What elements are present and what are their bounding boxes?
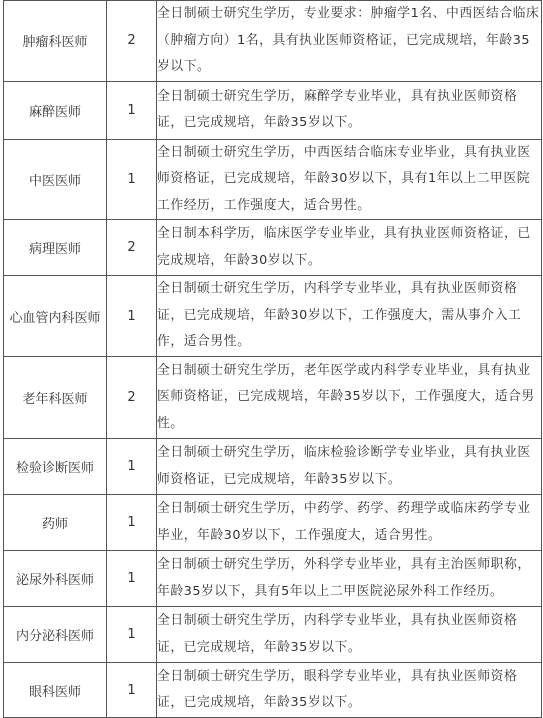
position-cell: 病理医师: [4, 220, 107, 276]
requirement-cell: 全日制硕士研究生学历，外科学专业毕业，具有主治医师职称，年龄35岁以下，具有5年以上二甲医院泌尿外科工作经历。: [157, 551, 542, 607]
headcount-cell: 2: [107, 220, 157, 276]
requirement-cell: 全日制硕士研究生学历，老年医学或内科学专业毕业，具有执业医师资格证，已完成规培，年龄35岁以下，工作强度大，适合男性。: [157, 357, 542, 439]
requirement-cell: 全日制硕士研究生学历，内科学专业毕业，具有执业医师资格证，已完成规培，年龄35岁以下。: [157, 607, 542, 663]
position-cell: 药师: [4, 495, 107, 551]
table-row: [4, 663, 542, 718]
table-row: [4, 220, 542, 276]
position-cell: 眼科医师: [4, 663, 107, 718]
requirement-cell: 全日制硕士研究生学历，专业要求：肿瘤学1名、中西医结合临床（肿瘤方向）1名，具有执业医师资格证，已完成规培，年龄35岁以下。: [157, 1, 542, 82]
table-row: [4, 139, 542, 220]
headcount-cell: 2: [107, 357, 157, 439]
table-row: [4, 357, 542, 439]
headcount-cell: 1: [107, 139, 157, 220]
headcount-cell: 1: [107, 607, 157, 663]
headcount-cell: 2: [107, 1, 157, 82]
position-cell: 检验诊断医师: [4, 439, 107, 495]
table-row: [4, 551, 542, 607]
headcount-cell: 1: [107, 495, 157, 551]
position-cell: 心血管内科医师: [4, 276, 107, 357]
table-row: [4, 495, 542, 551]
headcount-cell: 1: [107, 439, 157, 495]
requirement-cell: 全日制硕士研究生学历，中药学、药学、药理学或临床药学专业毕业，年龄30岁以下，工作强度大，适合男性。: [157, 495, 542, 551]
position-cell: 内分泌科医师: [4, 607, 107, 663]
headcount-cell: 1: [107, 276, 157, 357]
position-cell: 中医医师: [4, 139, 107, 220]
position-cell: 肿瘤科医师: [4, 1, 107, 82]
table-row: [4, 276, 542, 357]
headcount-cell: 1: [107, 551, 157, 607]
table-row: [4, 81, 542, 139]
requirement-cell: 全日制硕士研究生学历，中西医结合临床专业毕业，具有执业医师资格证，已完成规培，年龄30岁以下，具有1年以上二甲医院工作经历，工作强度大，适合男性。: [157, 139, 542, 220]
recruitment-table-body: [4, 1, 542, 718]
table-row: [4, 439, 542, 495]
requirement-cell: 全日制硕士研究生学历，麻醉学专业毕业，具有执业医师资格证，已完成规培，年龄35岁以下。: [157, 81, 542, 139]
headcount-cell: 1: [107, 81, 157, 139]
recruitment-table: [3, 0, 542, 718]
position-cell: 麻醉医师: [4, 81, 107, 139]
requirement-cell: 全日制本科学历，临床医学专业毕业，具有执业医师资格证，已完成规培，年龄30岁以下。: [157, 220, 542, 276]
headcount-cell: 1: [107, 663, 157, 718]
requirement-cell: 全日制硕士研究生学历，临床检验诊断学专业毕业，具有执业医师资格证，已完成规培，年龄35岁以下。: [157, 439, 542, 495]
requirement-cell: 全日制硕士研究生学历，眼科学专业毕业，具有执业医师资格证，已完成规培，年龄35岁以下。: [157, 663, 542, 718]
position-cell: 老年科医师: [4, 357, 107, 439]
requirement-cell: 全日制硕士研究生学历，内科学专业毕业，具有执业医师资格证，已完成规培，年龄30岁以下，工作强度大，需从事介入工作，适合男性。: [157, 276, 542, 357]
position-cell: 泌尿外科医师: [4, 551, 107, 607]
table-row: [4, 607, 542, 663]
table-row: [4, 1, 542, 82]
